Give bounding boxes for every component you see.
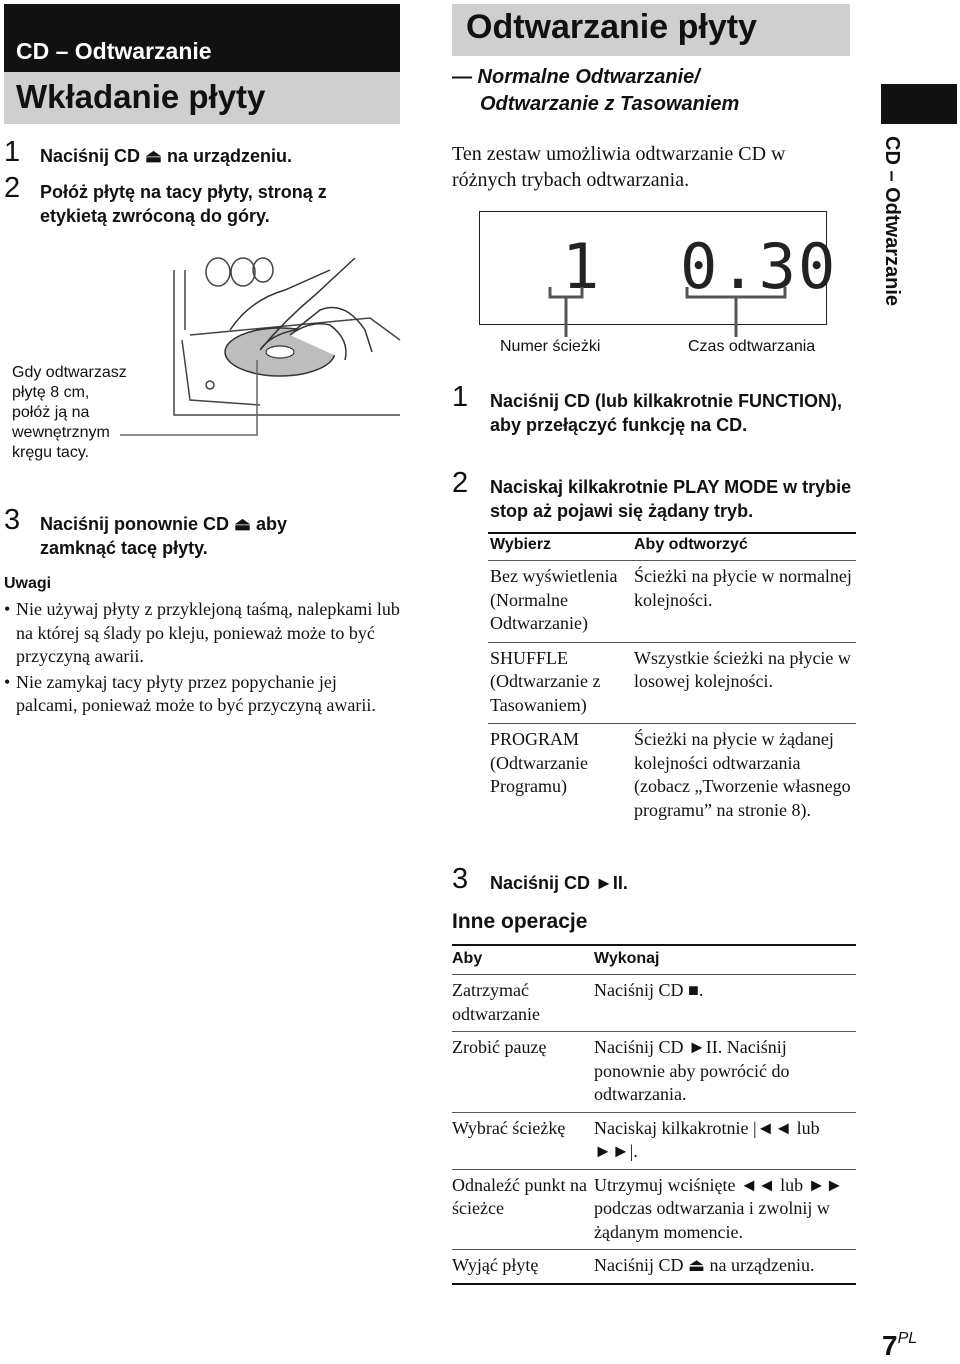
bullet-icon: •: [4, 671, 11, 692]
step-text: Naciśnij CD ⏏ na urządzeniu.: [40, 146, 293, 166]
table-header-row: [488, 533, 856, 561]
page-number: [882, 1330, 917, 1362]
section-title: Odtwarzanie płyty: [466, 8, 757, 46]
action-cell: Odnaleźć punkt na ścieżce: [452, 1169, 594, 1250]
notes-heading: Uwagi: [4, 575, 52, 592]
side-tab-marker: [881, 84, 957, 124]
table-row: [488, 561, 856, 643]
step-text: Naciskaj kilkakrotnie PLAY MODE w trybie stop aż pojawi się żądany tryb.: [490, 477, 852, 521]
track-number-readout: 1: [562, 230, 602, 303]
column-header: Aby: [452, 945, 594, 975]
step-number: 3: [4, 504, 21, 536]
instruction-cell: Utrzymuj wciśnięte ◄◄ lub ►► podczas odtwarzania i zwolnij w żądanym momencie.: [594, 1169, 856, 1250]
step-number: 2: [4, 172, 21, 204]
time-label: Czas odtwarzania: [688, 338, 816, 355]
table-row: [452, 975, 856, 1032]
side-tab-text: CD – Odtwarzanie: [881, 136, 903, 307]
step-text: Połóż płytę na tacy płyty, stroną z etykietą zwróconą do góry.: [40, 182, 327, 226]
subsection-title: Wkładanie płyty: [16, 78, 266, 115]
step-number: 3: [452, 863, 469, 895]
table-row: [452, 1250, 856, 1284]
mode-cell: PROGRAM (Odtwarzanie Programu): [490, 729, 588, 796]
mode-cell: Bez wyświetlenia (Normalne Odtwarzanie): [488, 561, 632, 643]
step-text: Naciśnij CD (lub kilkakrotnie FUNCTION), aby przełączyć funkcję na CD.: [490, 391, 843, 435]
step-text: Naciśnij CD ►II.: [490, 873, 628, 893]
illustration-caption: Gdy odtwarzasz płytę 8 cm, połóż ją na wewnętrznym kręgu tacy.: [12, 364, 127, 461]
table-row: [452, 1112, 856, 1169]
table-row: [452, 1032, 856, 1113]
action-cell: Zrobić pauzę: [452, 1032, 594, 1113]
play-mode-table: [488, 532, 856, 828]
action-cell: Wyjąć płytę: [452, 1250, 594, 1284]
section-title: CD – Odtwarzanie: [16, 38, 212, 64]
subtitle-line: Odtwarzanie z Tasowaniem: [480, 93, 740, 115]
column-header: Wybierz: [488, 533, 632, 561]
instruction-cell: Naciskaj kilkakrotnie |◄◄ lub ►►|.: [594, 1112, 856, 1169]
column-header: Wykonaj: [594, 945, 856, 975]
description-cell: Wszystkie ścieżki na płycie w losowej kolejności.: [632, 642, 856, 724]
section-subtitle: [452, 64, 739, 118]
step-number: 1: [452, 381, 469, 413]
page-number-digit: 7: [882, 1330, 898, 1361]
table-row: [488, 642, 856, 724]
table-header-row: [452, 945, 856, 975]
note-item: [4, 671, 400, 718]
operations-table: [452, 944, 856, 1285]
note-text: Nie używaj płyty z przyklejoną taśmą, nalepkami lub na której są ślady po kleju, ponieważ może to być przyczyną awarii.: [16, 599, 400, 666]
description-cell: Ścieżki na płycie w normalnej kolejności.: [632, 561, 856, 643]
time-readout: 0.30: [680, 230, 838, 303]
subtitle-line: — Normalne Odtwarzanie/: [452, 66, 700, 88]
instruction-cell: Naciśnij CD ►II. Naciśnij ponownie aby powrócić do odtwarzania.: [594, 1032, 856, 1113]
track-number-label: Numer ścieżki: [500, 338, 601, 355]
section-header: [452, 4, 850, 56]
section-header: [4, 4, 400, 72]
side-tab-label: [880, 136, 932, 336]
step-number: 2: [452, 467, 469, 499]
other-operations-heading: Inne operacje: [452, 910, 588, 933]
step-text: Naciśnij ponownie CD ⏏ aby zamknąć tacę płyty.: [40, 514, 288, 558]
note-item: [4, 598, 400, 669]
disc-tray-illustration: [110, 240, 410, 440]
notes-list: [4, 598, 400, 718]
intro-text: Ten zestaw umożliwia odtwarzanie CD w różnych trybach odtwarzania.: [452, 143, 786, 191]
page-language: PL: [897, 1330, 918, 1347]
table-row: [488, 724, 856, 829]
instruction-cell: Naciśnij CD ■.: [594, 975, 856, 1032]
column-header: Aby odtworzyć: [632, 533, 856, 561]
bullet-icon: •: [4, 599, 11, 619]
display-callout-lines: [540, 282, 800, 342]
step-number: 1: [4, 136, 21, 168]
mode-cell: SHUFFLE (Odtwarzanie z Tasowaniem): [488, 642, 632, 724]
subsection-header: [4, 72, 400, 124]
description-cell: Ścieżki na płycie w żądanej kolejności odtwarzania (zobacz „Tworzenie własnego programu” na stronie 8).: [634, 729, 851, 820]
table-row: [452, 1169, 856, 1250]
action-cell: Wybrać ścieżkę: [452, 1112, 594, 1169]
action-cell: Zatrzymać odtwarzanie: [452, 975, 594, 1032]
instruction-cell: Naciśnij CD ⏏ na urządzeniu.: [594, 1250, 856, 1284]
note-text: Nie zamykaj tacy płyty przez popychanie jej palcami, ponieważ może to być przyczyną awarii.: [16, 671, 376, 715]
